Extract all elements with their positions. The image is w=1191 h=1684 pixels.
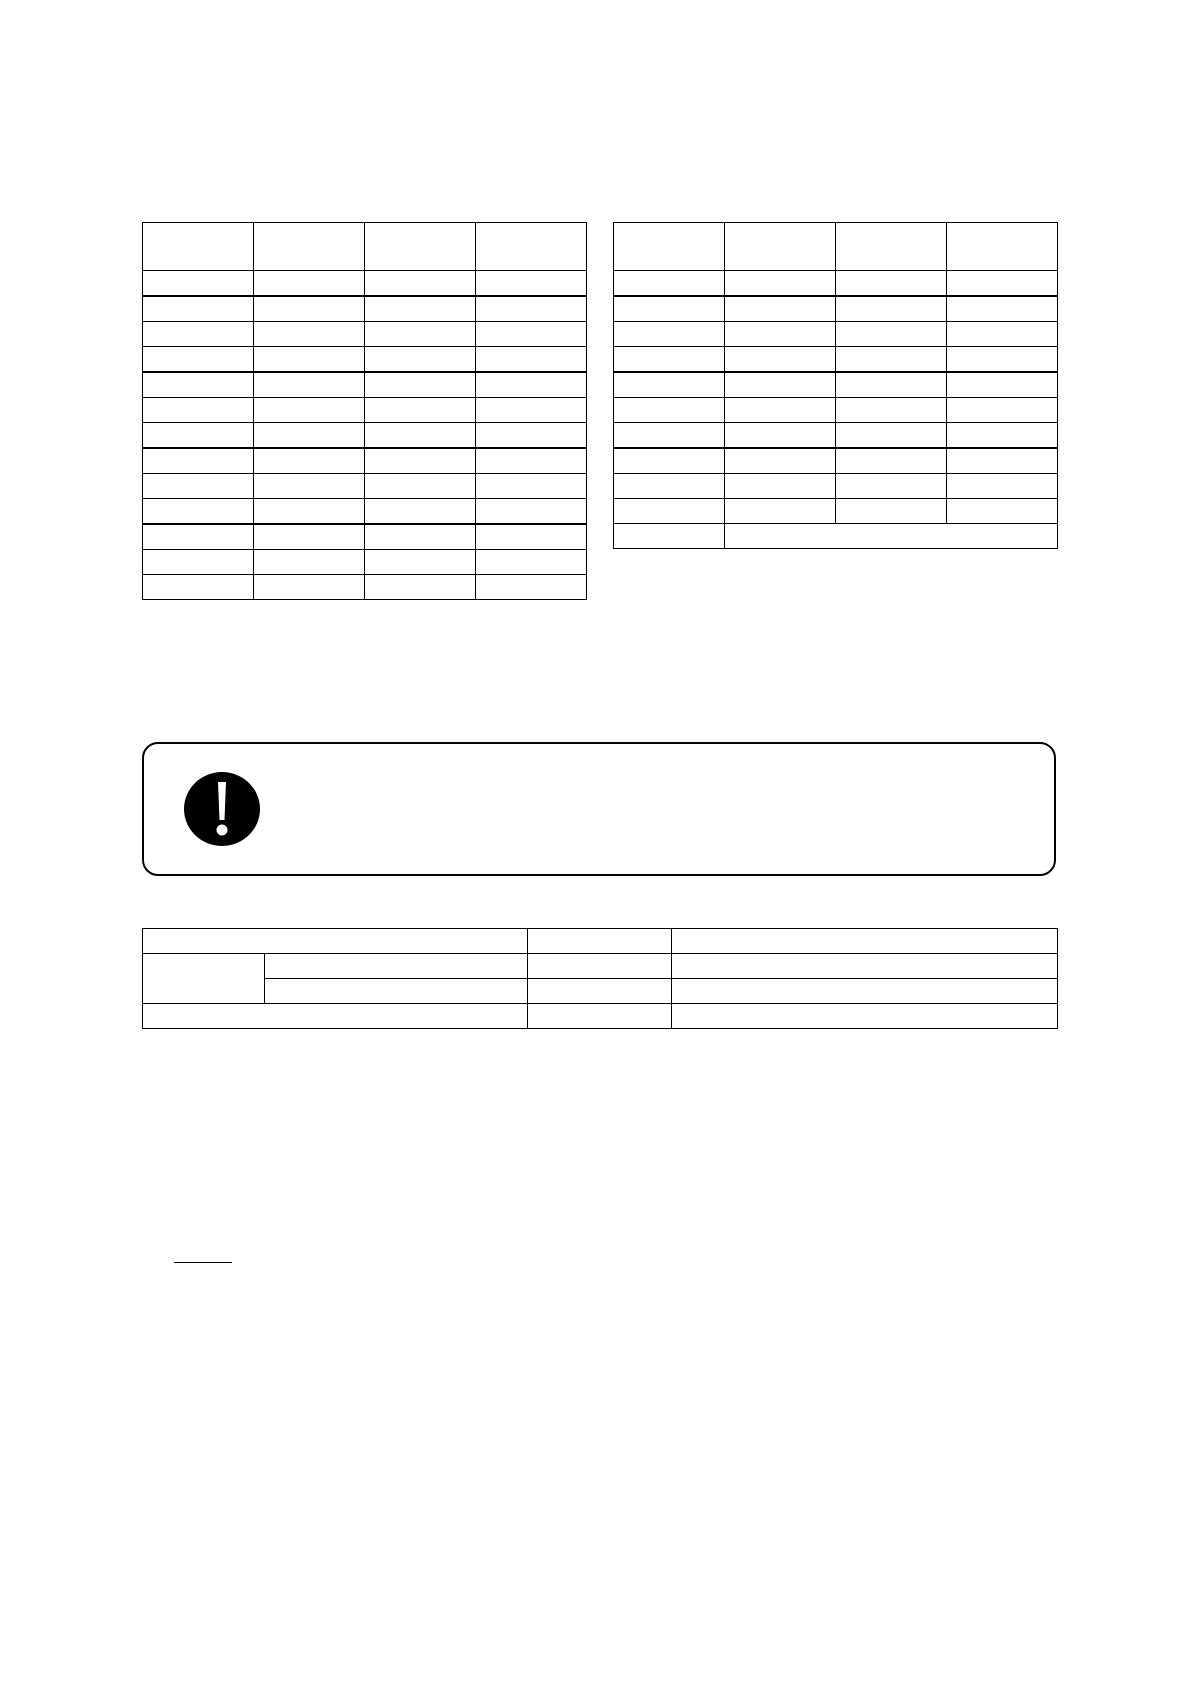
row-group-cell bbox=[143, 954, 265, 1004]
table-cell bbox=[614, 398, 725, 423]
table-row bbox=[143, 474, 587, 499]
table-cell bbox=[254, 322, 365, 347]
table-cell bbox=[476, 423, 587, 449]
table-cell bbox=[836, 448, 947, 474]
table-cell bbox=[254, 524, 365, 550]
table-row bbox=[614, 372, 1058, 398]
table-footer-row bbox=[614, 524, 1058, 549]
table-row bbox=[143, 550, 587, 575]
header-cell bbox=[836, 223, 947, 271]
table-cell bbox=[725, 322, 836, 347]
table-cell bbox=[836, 372, 947, 398]
table-cell bbox=[725, 296, 836, 322]
table-cell bbox=[614, 347, 725, 373]
table-cell bbox=[614, 296, 725, 322]
table-cell bbox=[836, 499, 947, 524]
table-cell bbox=[365, 271, 476, 297]
table-cell bbox=[365, 448, 476, 474]
underline-rule bbox=[174, 1262, 232, 1263]
table-cell bbox=[143, 398, 254, 423]
table-cell bbox=[254, 398, 365, 423]
table-cell bbox=[254, 423, 365, 449]
table-cell bbox=[476, 499, 587, 525]
table-cell bbox=[143, 499, 254, 525]
table-cell bbox=[725, 448, 836, 474]
table-cell bbox=[614, 423, 725, 449]
table-cell bbox=[947, 322, 1058, 347]
table-cell bbox=[672, 979, 1058, 1004]
table-cell bbox=[143, 524, 254, 550]
table-row bbox=[143, 575, 587, 600]
table-row bbox=[143, 347, 587, 373]
table-cell bbox=[254, 296, 365, 322]
table-cell bbox=[836, 296, 947, 322]
table-cell bbox=[365, 296, 476, 322]
table-cell bbox=[365, 423, 476, 449]
table-cell bbox=[476, 347, 587, 373]
table-cell bbox=[143, 474, 254, 499]
table-row bbox=[143, 398, 587, 423]
table-cell bbox=[672, 1004, 1058, 1029]
table-cell bbox=[725, 347, 836, 373]
table-cell bbox=[476, 474, 587, 499]
table-cell bbox=[836, 347, 947, 373]
table-row bbox=[614, 271, 1058, 297]
table-row bbox=[614, 398, 1058, 423]
header-cell bbox=[947, 223, 1058, 271]
table-row bbox=[614, 448, 1058, 474]
table-cell bbox=[476, 271, 587, 297]
table-row bbox=[143, 423, 587, 449]
table-row bbox=[143, 524, 587, 550]
table-row bbox=[143, 372, 587, 398]
header-cell bbox=[614, 223, 725, 271]
table-cell bbox=[947, 347, 1058, 373]
left-table bbox=[142, 222, 587, 600]
table-cell bbox=[365, 575, 476, 600]
header-cell bbox=[476, 223, 587, 271]
table-cell bbox=[476, 524, 587, 550]
table-row bbox=[614, 296, 1058, 322]
table-cell bbox=[725, 423, 836, 449]
table-cell bbox=[143, 271, 254, 297]
table-cell bbox=[365, 347, 476, 373]
table-cell bbox=[365, 524, 476, 550]
table-cell bbox=[947, 423, 1058, 449]
table-row bbox=[143, 296, 587, 322]
table-cell bbox=[947, 474, 1058, 499]
table-cell bbox=[672, 929, 1058, 954]
table-cell bbox=[476, 322, 587, 347]
table-cell bbox=[365, 372, 476, 398]
table-cell bbox=[143, 347, 254, 373]
caution-box bbox=[142, 742, 1056, 876]
table-cell bbox=[836, 398, 947, 423]
table-cell bbox=[476, 398, 587, 423]
table-cell bbox=[254, 372, 365, 398]
table-row bbox=[143, 499, 587, 525]
exclamation-circle-icon bbox=[182, 768, 262, 848]
table-header-row bbox=[143, 223, 587, 271]
table-cell bbox=[947, 448, 1058, 474]
table-cell bbox=[528, 929, 672, 954]
table-cell bbox=[528, 954, 672, 979]
table-cell bbox=[254, 271, 365, 297]
table-cell bbox=[143, 448, 254, 474]
table-cell bbox=[614, 499, 725, 524]
table-row bbox=[143, 979, 1058, 1004]
table-cell bbox=[254, 474, 365, 499]
table-cell bbox=[614, 448, 725, 474]
table-cell bbox=[947, 499, 1058, 524]
table-row bbox=[143, 929, 1058, 954]
right-table bbox=[613, 222, 1058, 549]
table-row bbox=[614, 347, 1058, 373]
table-cell bbox=[143, 575, 254, 600]
table-cell bbox=[614, 271, 725, 297]
table-cell bbox=[836, 271, 947, 297]
header-cell bbox=[365, 223, 476, 271]
table-cell bbox=[836, 474, 947, 499]
table-cell bbox=[528, 1004, 672, 1029]
table-cell bbox=[143, 929, 528, 954]
table-cell bbox=[947, 398, 1058, 423]
table-row bbox=[143, 271, 587, 297]
footer-label-cell bbox=[614, 524, 725, 549]
table-cell bbox=[614, 372, 725, 398]
table-cell bbox=[254, 550, 365, 575]
table-cell bbox=[836, 423, 947, 449]
table-row bbox=[143, 1004, 1058, 1029]
table-cell bbox=[672, 954, 1058, 979]
table-row bbox=[614, 499, 1058, 524]
table-cell bbox=[947, 296, 1058, 322]
table-cell bbox=[265, 954, 528, 979]
table-row bbox=[614, 423, 1058, 449]
table-cell bbox=[725, 398, 836, 423]
table-cell bbox=[725, 474, 836, 499]
table-cell bbox=[143, 322, 254, 347]
table-cell bbox=[365, 322, 476, 347]
table-cell bbox=[614, 474, 725, 499]
table-cell bbox=[143, 296, 254, 322]
table-header-row bbox=[614, 223, 1058, 271]
table-cell bbox=[254, 575, 365, 600]
table-row bbox=[143, 322, 587, 347]
header-cell bbox=[725, 223, 836, 271]
table-cell bbox=[614, 322, 725, 347]
table-cell bbox=[265, 979, 528, 1004]
header-cell bbox=[254, 223, 365, 271]
table-cell bbox=[476, 550, 587, 575]
table-cell bbox=[725, 499, 836, 524]
table-cell bbox=[836, 322, 947, 347]
table-cell bbox=[725, 271, 836, 297]
table-cell bbox=[725, 372, 836, 398]
table-cell bbox=[947, 271, 1058, 297]
table-cell bbox=[476, 372, 587, 398]
table-cell bbox=[254, 448, 365, 474]
footer-merged-cell bbox=[725, 524, 1058, 549]
table-cell bbox=[143, 1004, 528, 1029]
table-cell bbox=[254, 499, 365, 525]
table-cell bbox=[143, 423, 254, 449]
table-row bbox=[143, 954, 1058, 979]
header-cell bbox=[143, 223, 254, 271]
table-cell bbox=[947, 372, 1058, 398]
table-cell bbox=[365, 398, 476, 423]
bottom-table bbox=[142, 928, 1058, 1029]
table-cell bbox=[143, 550, 254, 575]
table-cell bbox=[476, 448, 587, 474]
table-cell bbox=[476, 296, 587, 322]
table-cell bbox=[254, 347, 365, 373]
table-row bbox=[143, 448, 587, 474]
table-row bbox=[614, 474, 1058, 499]
table-cell bbox=[528, 979, 672, 1004]
table-cell bbox=[143, 372, 254, 398]
table-row bbox=[614, 322, 1058, 347]
table-cell bbox=[365, 474, 476, 499]
table-cell bbox=[365, 499, 476, 525]
table-cell bbox=[365, 550, 476, 575]
table-cell bbox=[476, 575, 587, 600]
